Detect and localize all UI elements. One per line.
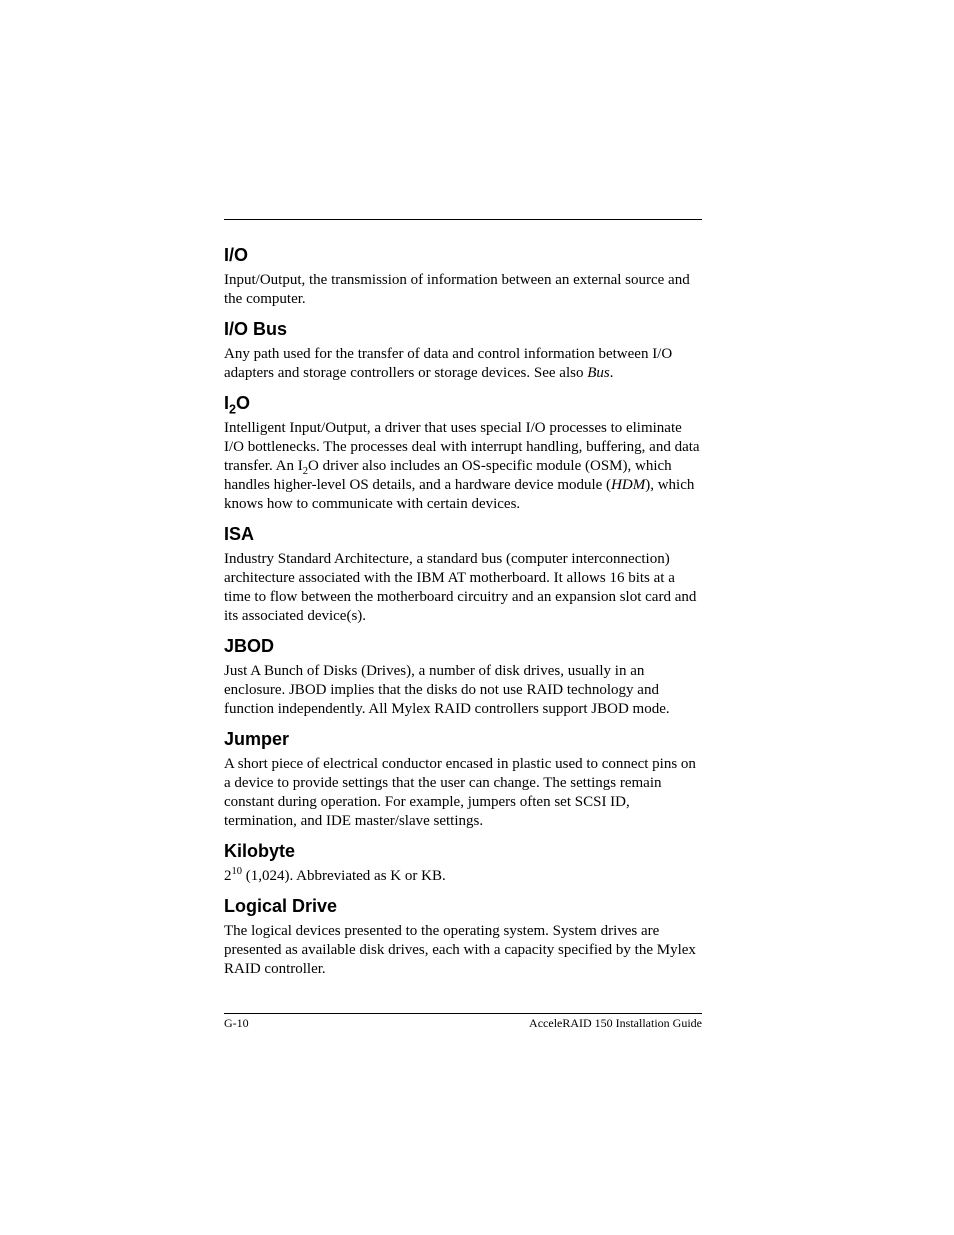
term-heading: Kilobyte [224,841,296,861]
glossary-entry-jumper [224,728,702,831]
term-definition [224,419,702,514]
term-definition: Input/Output, the transmission of information between an external source and the computer. [224,272,690,307]
term-heading: Jumper [224,729,290,749]
glossary-entry-io-bus [224,318,702,383]
term-heading: ISA [224,524,255,544]
term-definition: A short piece of electrical conductor encased in plastic used to connect pins on a device to provide settings that the user can change. The settings remain constant during operation. For example, jumpers often set SCSI ID, termination, and IDE master/slave settings. [224,756,696,829]
term-text: O [236,393,251,413]
term-definition: Just A Bunch of Disks (Drives), a number of disk drives, usually in an enclosure. JBOD implies that the disks do not use RAID technology and function independently. All Mylex RAID controllers support JBOD mode. [224,663,670,717]
cross-reference: Bus [587,365,610,381]
glossary-entry-io [224,244,702,309]
glossary-entry-kilobyte [224,840,702,886]
term-definition: Industry Standard Architecture, a standard bus (computer interconnection) architecture associated with the IBM AT motherboard. It allows 16 bits at a time to flow between the motherboard circuitry and an expansion slot card and its associated device(s). [224,551,697,624]
term-heading: JBOD [224,636,275,656]
definition-italic: HDM [611,477,646,493]
glossary-entries [224,244,702,988]
definition-text: Intelligent Input/Output, a driver that uses special I/O processes to eliminate I/O bottlenecks. The processes deal with interrupt handling, buffering, and data transfer. An I [224,420,700,474]
glossary-entry-jbod [224,635,702,719]
definition-text: Any path used for the transfer of data and control information between I/O adapters and storage controllers or storage devices. See also [224,346,673,381]
footer-rule [224,1013,702,1014]
term-heading [224,392,702,417]
term-heading: I/O Bus [224,319,288,339]
header-rule [224,219,702,220]
definition-text: . [609,365,614,381]
term-definition [224,867,702,886]
document-title: AcceleRAID 150 Installation Guide [529,1016,702,1030]
term-text: I [224,393,230,413]
definition-subscript: 2 [302,466,308,477]
definition-text: ), which knows how to communicate with certain devices. [224,477,695,512]
page-number: G-10 [224,1016,249,1030]
definition-text: O driver also includes an OS-specific module (OSM), which handles higher-level OS details, and a hardware device module ( [224,458,672,493]
definition-text: (1,024). Abbreviated as K or KB. [242,868,446,884]
glossary-entry-i2o [224,392,702,514]
glossary-entry-isa [224,523,702,626]
definition-exponent: 10 [231,866,242,877]
definition-text: 2 [224,868,232,884]
glossary-entry-logical-drive [224,895,702,979]
term-definition [224,345,702,383]
term-heading: I/O [224,245,249,265]
term-heading: Logical Drive [224,896,338,916]
term-definition: The logical devices presented to the operating system. System drives are presented as available disk drives, each with a capacity specified by the Mylex RAID controller. [224,923,696,977]
term-subscript: 2 [229,402,237,417]
